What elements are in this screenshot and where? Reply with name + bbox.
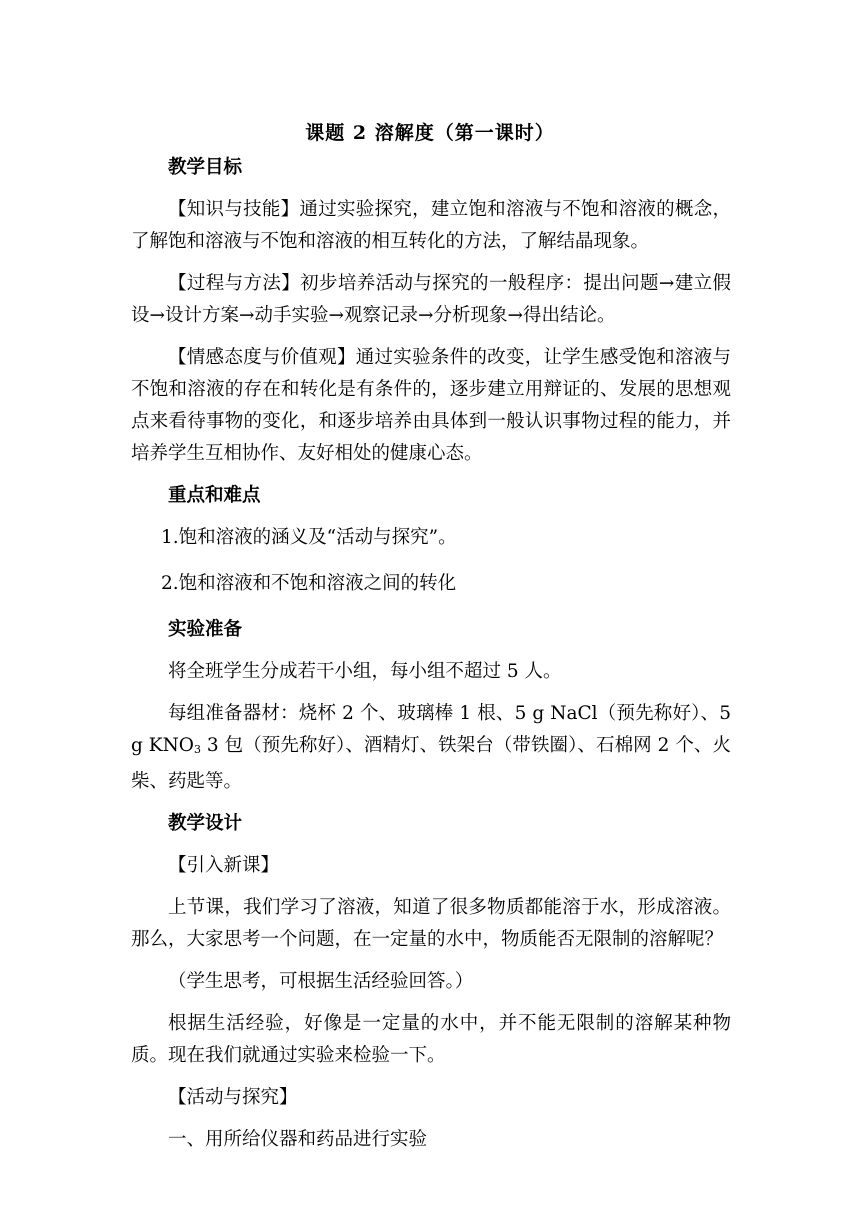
prep-materials-subscript: 3 (193, 743, 201, 756)
prep-groups: 将全班学生分成若干小组，每小组不超过 5 人。 (168, 661, 562, 682)
objective-knowledge: 【知识与技能】通过实验探究，建立饱和溶液与不饱和溶液的概念，了解饱和溶液与不饱和溶液的相互转化的方法，了解结晶现象。 (131, 199, 731, 252)
intro-paragraph-3: 根据生活经验，好像是一定量的水中，并不能无限制的溶解某种物质。现在我们就通过实验来检验一下。 (131, 1013, 731, 1066)
objectives-heading: 教学目标 (168, 157, 243, 178)
intro-paragraph-1: 上节课，我们学习了溶液，知道了很多物质都能溶于水，形成溶液。那么，大家思考一个问题，在一定量的水中，物质能否无限制的溶解呢？ (131, 897, 731, 950)
prep-heading: 实验准备 (168, 619, 243, 640)
intro-label: 【引入新课】 (168, 855, 280, 876)
activity-step-1: 一、用所给仪器和药品进行实验 (168, 1129, 428, 1150)
key-point-2: 2.饱和溶液和不饱和溶液之间的转化 (161, 573, 457, 594)
document-body (131, 152, 731, 1166)
intro-paragraph-2: （学生思考，可根据生活经验回答。） (168, 971, 474, 992)
prep-materials-text-2: 3 包（预先称好）、酒精灯、铁架台（带铁圈）、石棉网 2 个、火柴、药匙等。 (131, 735, 731, 792)
prep-materials (131, 698, 731, 798)
prep-materials-text-1: 每组准备器材：烧杯 2 个、玻璃棒 1 根、5 g NaCl（预先称好）、5 g KNO (131, 703, 731, 756)
activity-label: 【活动与探究】 (168, 1087, 298, 1108)
key-point-1: 1.饱和溶液的涵义及“活动与探究”。 (161, 527, 457, 548)
design-heading: 教学设计 (168, 813, 243, 834)
document-title: 课题 2 溶解度（第一课时） (305, 122, 555, 144)
objective-process: 【过程与方法】初步培养活动与探究的一般程序：提出问题→建立假设→设计方案→动手实验→观察记录→分析现象→得出结论。 (131, 273, 731, 326)
key-points-heading: 重点和难点 (168, 485, 261, 506)
objective-attitude: 【情感态度与价值观】通过实验条件的改变，让学生感受饱和溶液与不饱和溶液的存在和转化是有条件的，逐步建立用辩证的、发展的思想观点来看待事物的变化，和逐步培养由具体到一般认识事物过程的能力，并培养学生互相协作、友好相处的健康心态。 (131, 347, 731, 464)
